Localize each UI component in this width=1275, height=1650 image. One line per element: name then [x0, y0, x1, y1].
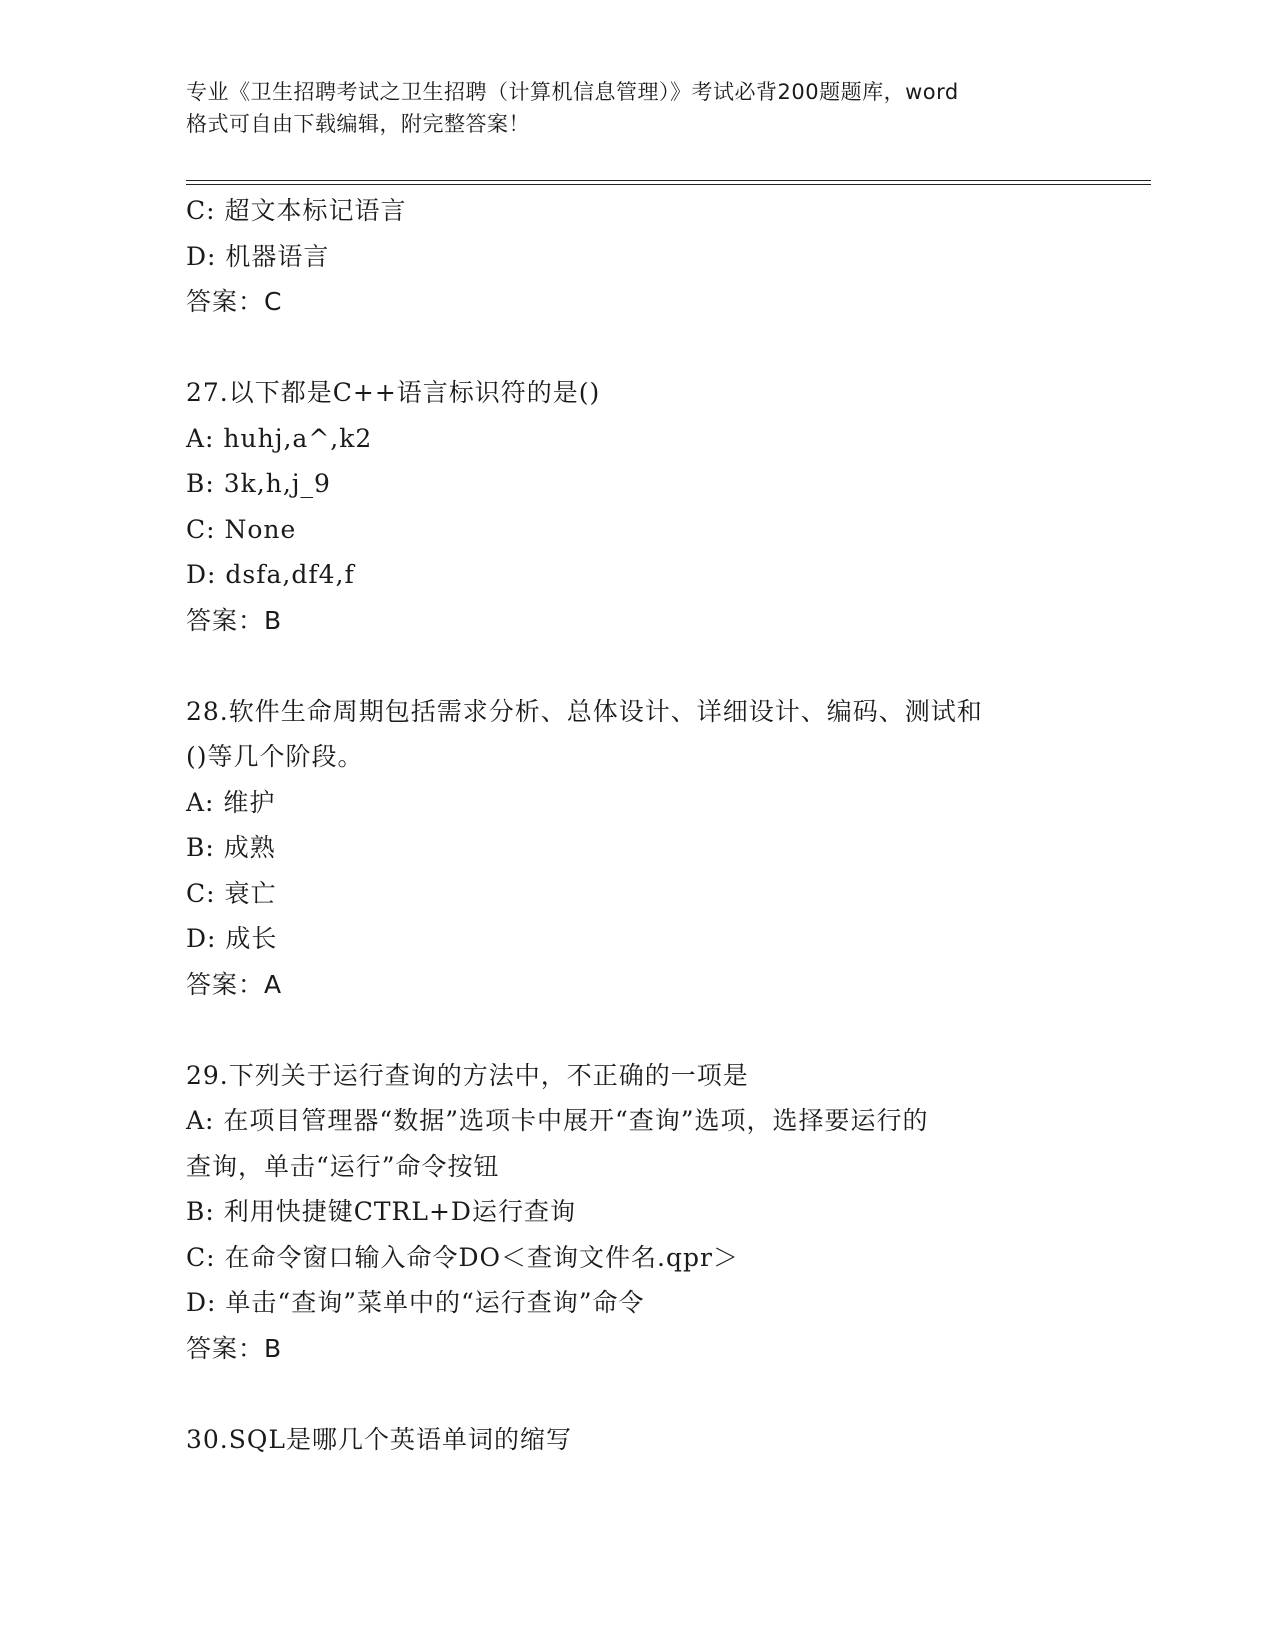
question-26: [186, 188, 1086, 325]
option-b: B: 成熟: [186, 833, 276, 862]
question-30: [186, 1417, 1086, 1463]
question-27: [186, 370, 1086, 643]
header-divider-top: [186, 180, 1151, 181]
option-d: D: dsfa,df4,f: [186, 560, 355, 589]
option-a-line-2: 查询，单击“运行”命令按钮: [186, 1151, 500, 1181]
question-list: [186, 188, 1086, 1462]
option-d: D: 机器语言: [186, 241, 330, 271]
option-c: C: 衰亡: [186, 878, 277, 908]
document-header: [186, 76, 1086, 140]
header-line-2: 格式可自由下载编辑，附完整答案！: [186, 112, 530, 136]
header-line-1: 专业《卫生招聘考试之卫生招聘（计算机信息管理）》考试必背200题题库，word: [186, 80, 959, 104]
question-29: [186, 1053, 1086, 1372]
question-text: 29.下列关于运行查询的方法中，不正确的一项是: [186, 1060, 749, 1090]
option-c: C: 超文本标记语言: [186, 196, 407, 225]
answer: 答案：C: [186, 287, 283, 316]
question-text-line-2: ()等几个阶段。: [186, 742, 364, 771]
spacer: [186, 1371, 1086, 1417]
option-c: C: None: [186, 514, 297, 544]
option-d: D: 成长: [186, 924, 278, 953]
spacer: [186, 325, 1086, 371]
option-d: D: 单击“查询”菜单中的“运行查询”命令: [186, 1288, 645, 1317]
option-a-line-1: A: 在项目管理器“数据”选项卡中展开“查询”选项，选择要运行的: [186, 1106, 929, 1135]
option-a: A: huhj,a^,k2: [186, 423, 373, 453]
answer: 答案：B: [186, 1333, 283, 1363]
answer: 答案：B: [186, 605, 283, 635]
spacer: [186, 643, 1086, 689]
question-28: [186, 689, 1086, 1008]
question-text: 30.SQL是哪几个英语单词的缩写: [186, 1424, 572, 1454]
spacer: [186, 1007, 1086, 1053]
question-text-line-1: 28.软件生命周期包括需求分析、总体设计、详细设计、编码、测试和: [186, 696, 983, 726]
option-b: B: 利用快捷键CTRL+D运行查询: [186, 1197, 576, 1226]
option-b: B: 3k,h,j_9: [186, 469, 331, 498]
question-text: 27.以下都是C++语言标识符的是(): [186, 378, 601, 407]
header-divider-bottom: [186, 184, 1151, 185]
option-a: A: 维护: [186, 787, 276, 817]
answer: 答案：A: [186, 969, 283, 999]
option-c: C: 在命令窗口输入命令DO＜查询文件名.qpr＞: [186, 1242, 739, 1272]
